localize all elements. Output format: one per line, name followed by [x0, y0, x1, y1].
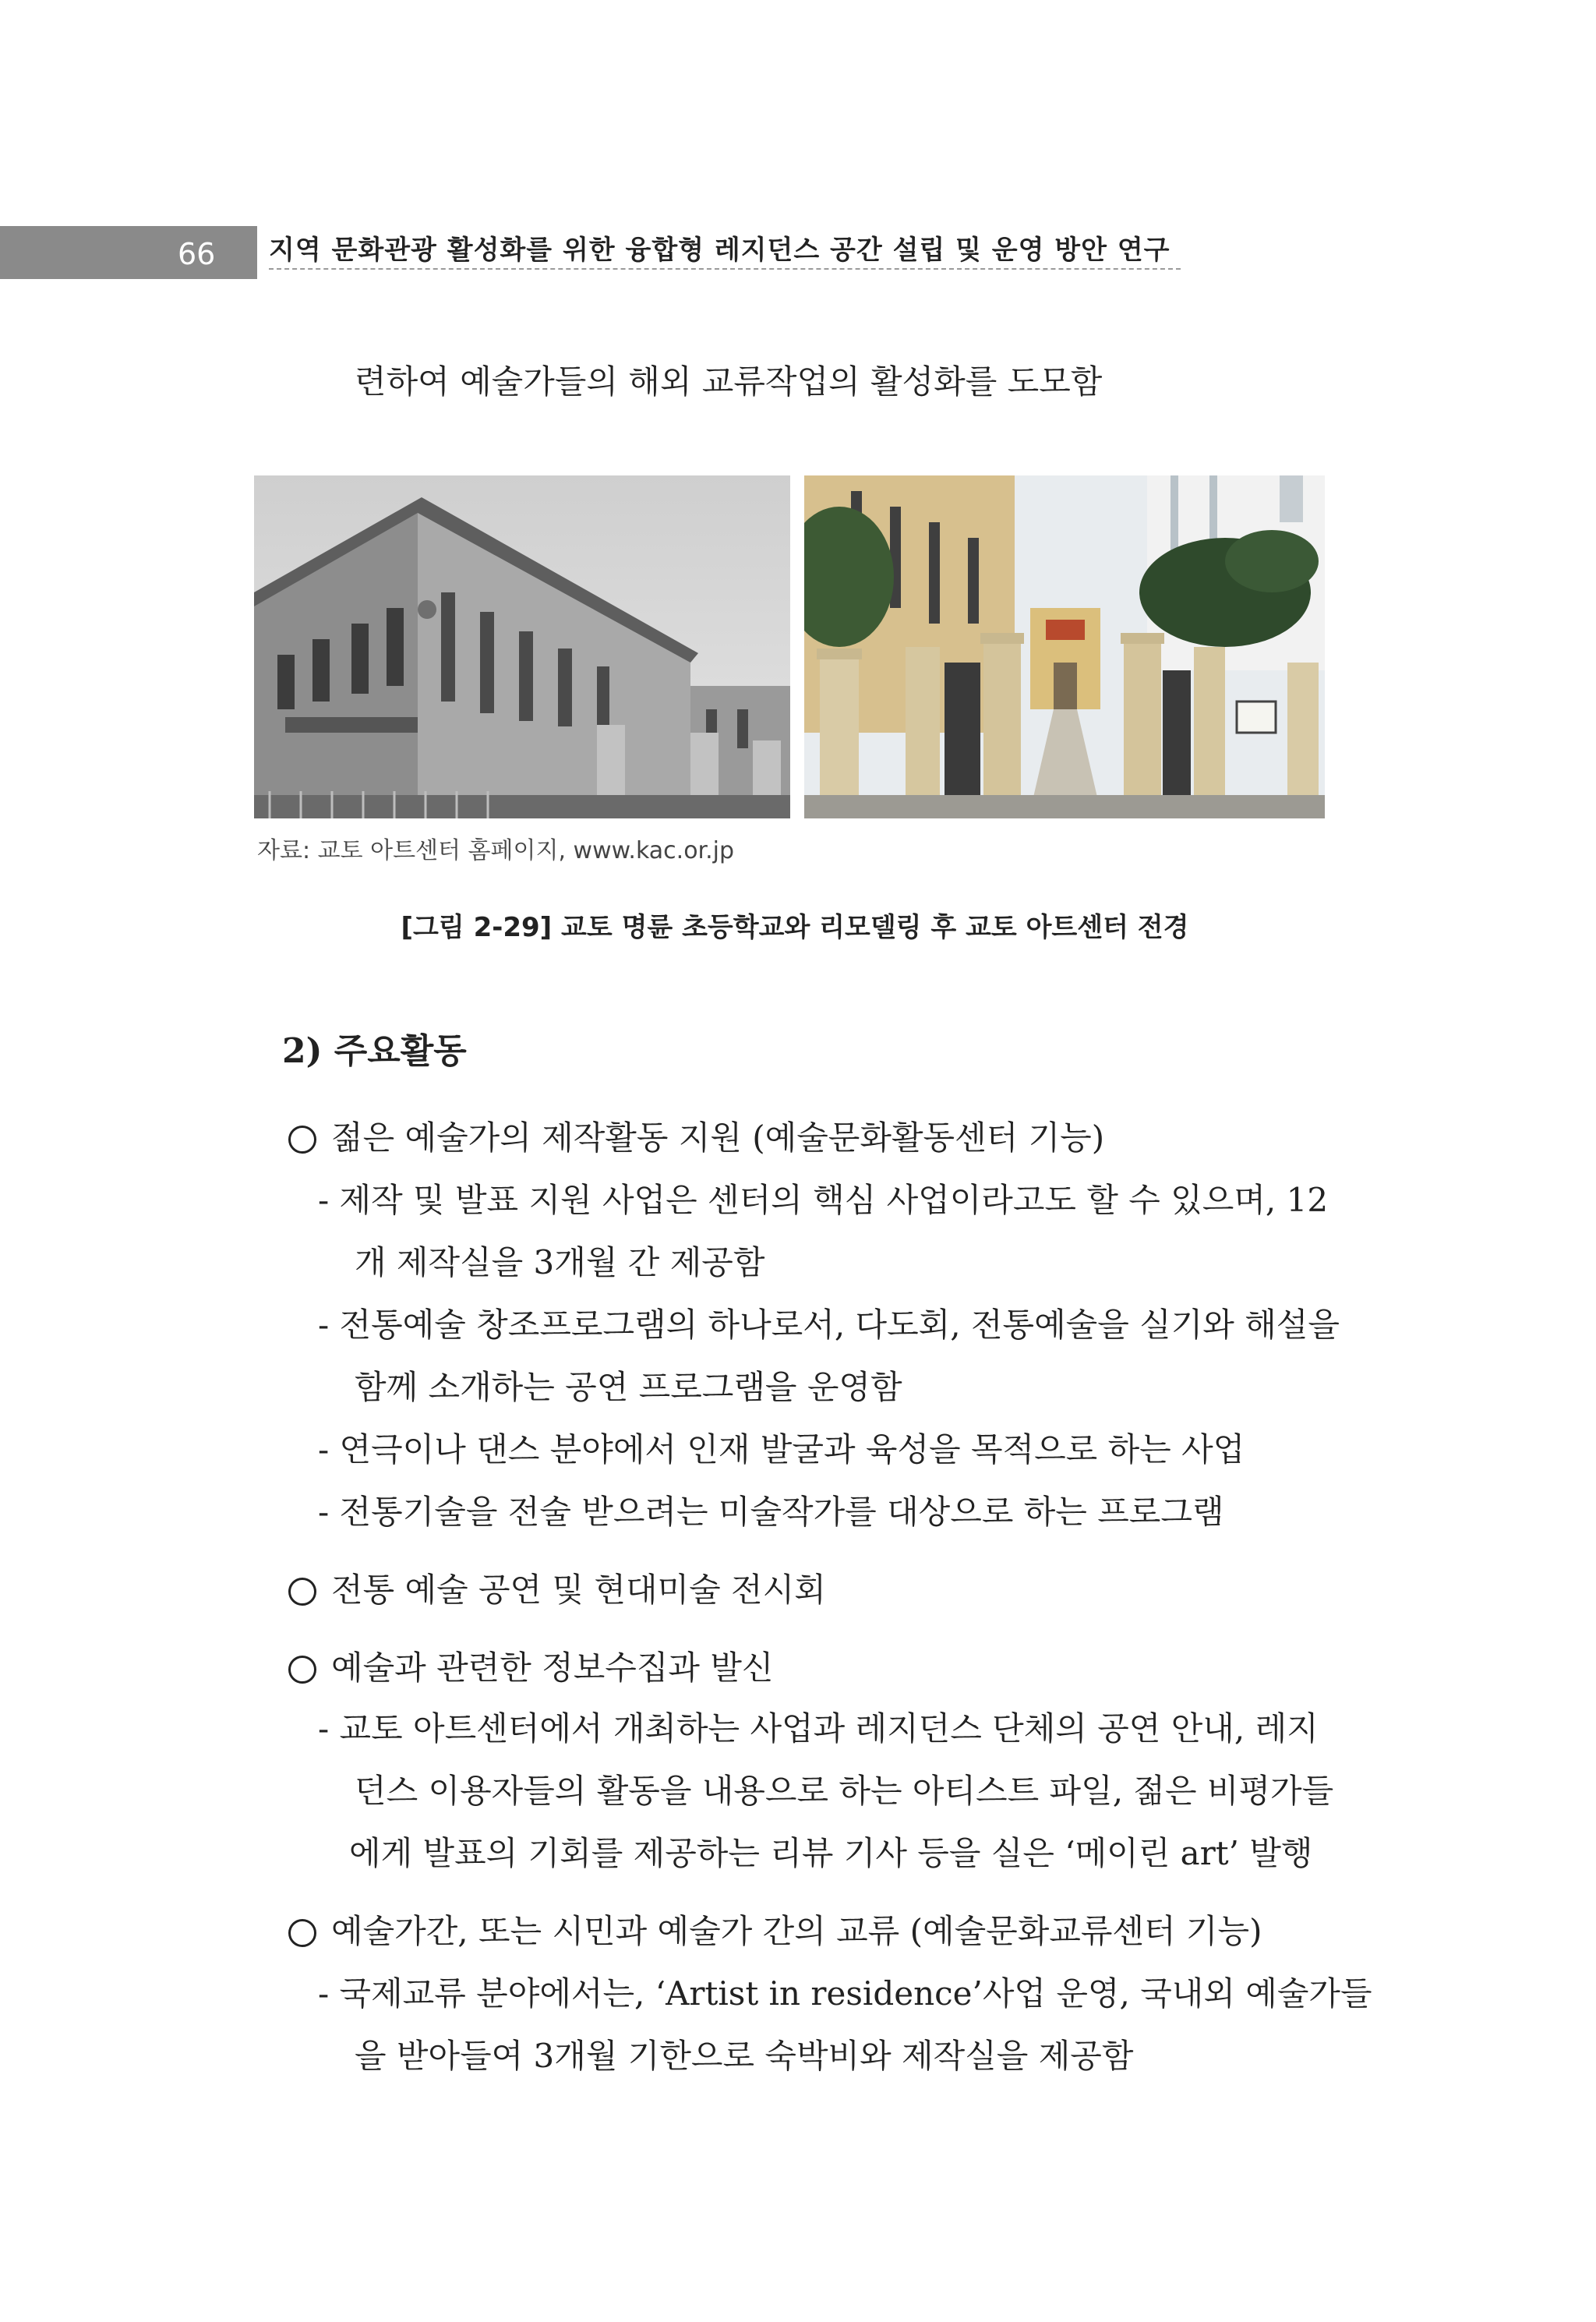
sub-item-line: 던스 이용자들의 활동을 내용으로 하는 아티스트 파일, 젊은 비평가들: [355, 1772, 1334, 1810]
header-divider: [269, 268, 1181, 270]
photo-kyoto-art-center: [804, 475, 1325, 818]
sub-item-line: - 전통예술 창조프로그램의 하나로서, 다도회, 전통예술을 실기와 해설을: [318, 1306, 1340, 1344]
sub-item-line: - 연극이나 댄스 분야에서 인재 발굴과 육성을 목적으로 하는 사업: [318, 1430, 1245, 1468]
sub-item-line: - 전통기술을 전술 받으려는 미술작가를 대상으로 하는 프로그램: [318, 1493, 1224, 1531]
photo-historic-school: [254, 475, 790, 818]
intro-line: 련하여 예술가들의 해외 교류작업의 활성화를 도모함: [355, 362, 1103, 401]
sub-item-line: - 제작 및 발표 지원 사업은 센터의 핵심 사업이라고도 할 수 있으며, 12: [318, 1181, 1329, 1219]
bullet-circle-icon: [288, 1656, 316, 1684]
page-number: 66: [178, 237, 216, 271]
bullet-circle-icon: [288, 1578, 316, 1606]
sub-item-line: - 국제교류 분야에서는, ‘Artist in residence’사업 운영, 국내외 예술가들: [318, 1974, 1372, 2013]
bullet-item: 예술과 관련한 정보수집과 발신: [331, 1649, 774, 1687]
bullet-circle-icon: [288, 1126, 316, 1154]
bullet-item: 전통 예술 공연 및 현대미술 전시회: [331, 1571, 826, 1609]
sub-item-line: 함께 소개하는 공연 프로그램을 운영함: [355, 1368, 902, 1406]
figure-title: [그림 2-29] 교토 명륜 초등학교와 리모델링 후 교토 아트센터 전경: [401, 912, 1189, 943]
bullet-item: 예술가간, 또는 시민과 예술가 간의 교류 (예술문화교류센터 기능): [331, 1912, 1262, 1950]
bullet-circle-icon: [288, 1919, 316, 1947]
sub-item-line: 개 제작실을 3개월 간 제공함: [355, 1243, 765, 1281]
sub-item-line: 을 받아들여 3개월 기한으로 숙박비와 제작실을 제공함: [355, 2037, 1134, 2075]
figure-source: 자료: 교토 아트센터 홈페이지, www.kac.or.jp: [257, 837, 735, 864]
sub-item-line: - 교토 아트센터에서 개최하는 사업과 레지던스 단체의 공연 안내, 레지: [318, 1709, 1319, 1748]
bullet-item: 젊은 예술가의 제작활동 지원 (예술문화활동센터 기능): [331, 1119, 1105, 1157]
sub-item-line: 에게 발표의 기회를 제공하는 리뷰 기사 등을 실은 ‘메이린 art’ 발행: [349, 1834, 1313, 1872]
section-heading: 2) 주요활동: [282, 1031, 467, 1071]
running-title: 지역 문화관광 활성화를 위한 융합형 레지던스 공간 설립 및 운영 방안 연구: [269, 235, 1171, 266]
